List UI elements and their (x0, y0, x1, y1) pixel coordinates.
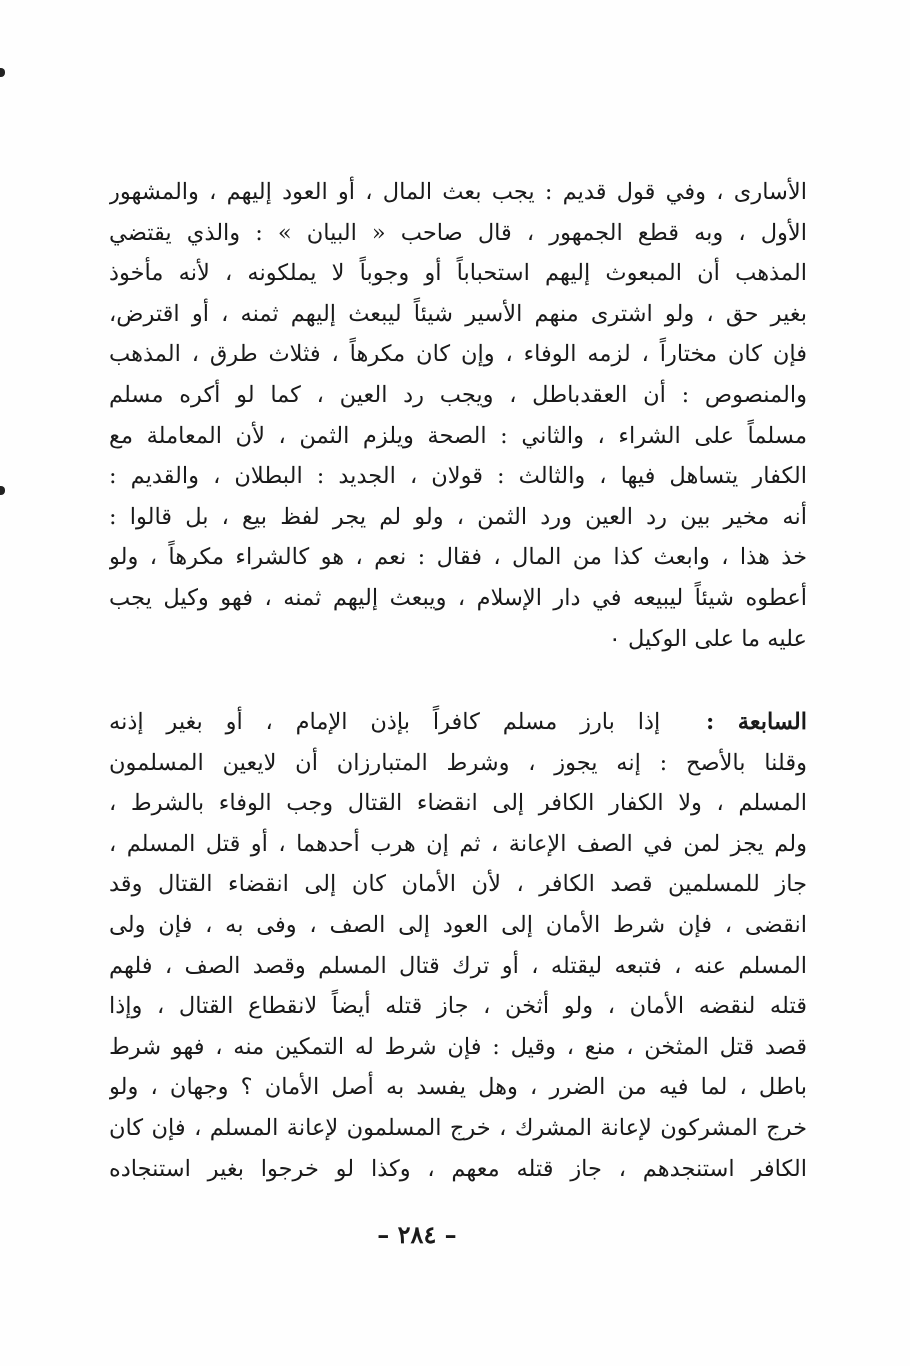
text-line (109, 702, 807, 743)
text-line: جاز للمسلمين قصد الكافر ، لأن الأمان كان إلى انقضاء القتال وقد (109, 871, 807, 898)
paragraph-captives-ransom (109, 172, 807, 659)
text-line: أنه مخير بين رد العين ورد الثمن ، ولو لم يجر لفظ بيع ، بل قالوا : (109, 503, 807, 530)
text-line: المسلم ، ولا الكفار الكافر إلى انقضاء القتال وجب الوفاء بالشرط ، (109, 790, 807, 817)
text-line: عليه ما على الوكيل ٠ (608, 625, 807, 652)
text-line: بغير حق ، ولو اشترى منهم الأسير شيئاً ليبعث إليهم ثمنه ، أو اقترض، (109, 300, 807, 327)
text-line: خذ هذا ، وابعث كذا من المال ، فقال : نعم ، هو كالشراء مكرهاً ، ولو (109, 544, 807, 571)
paragraph-seventh-issue (109, 702, 807, 1189)
text-segment: إذا بارز مسلم كافراً بإذن الإمام ، أو بغير إذنه (109, 709, 661, 735)
text-line: الكفار يتساهل فيها ، والثالث : قولان ، الجديد : البطلان ، والقديم : (109, 463, 807, 490)
text-line: الأسارى ، وفي قول قديم : يجب بعث المال ، أو العود إليهم ، والمشهور (109, 179, 807, 205)
text-line: المذهب أن المبعوث إليهم استحباباً أو وجوباً لا يملكونه ، لأنه مأخوذ (109, 260, 807, 287)
text-line: أعطوه شيئاً ليبيعه في دار الإسلام ، ويبعث إليهم ثمنه ، فهو وكيل يجب (109, 584, 807, 611)
page-number: – ٢٨٤ – (377, 1220, 457, 1249)
text-line: مسلماً على الشراء ، والثاني : الصحة ويلزم الثمن ، لأن المعاملة مع (109, 422, 807, 449)
text-line: وقلنا بالأصح : إنه يجوز ، وشرط المتبارزان أن لايعين المسلمون (109, 749, 807, 776)
text-line: والمنصوص : أن العقدباطل ، ويجب رد العين ، كما لو أكره مسلم (109, 381, 807, 408)
text-line: انقضى ، فإن شرط الأمان إلى العود إلى الصف ، وفى به ، فإن ولى (109, 911, 807, 938)
section-label: السابعة : (705, 709, 807, 735)
text-line: المسلم عنه ، فتبعه ليقتله ، أو ترك قتال المسلم وقصد الصف ، فلهم (109, 952, 807, 979)
text-line: قصد قتل المثخن ، منع ، وقيل : فإن شرط له التمكين منه ، فهو شرط (109, 1033, 807, 1060)
text-line: فإن كان مختاراً ، لزمه الوفاء ، وإن كان مكرهاً ، فثلاث طرق ، المذهب (109, 341, 807, 368)
text-line: خرج المشركون لإعانة المشرك ، خرج المسلمون لإعانة المسلم ، فإن كان (109, 1114, 807, 1141)
text-line: الأول ، وبه قطع الجمهور ، قال صاحب « البيان » : والذي يقتضي (109, 219, 807, 246)
text-line: باطل ، لما فيه من الضرر ، وهل يفسد به أصل الأمان ؟ وجهان ، ولو (109, 1074, 807, 1101)
margin-mark (0, 486, 5, 495)
text-line: الكافر استنجدهم ، جاز قتله معهم ، وكذا لو خرجوا بغير استنجاده (109, 1155, 807, 1182)
text-line: قتله لنقضه الأمان ، ولو أثخن ، جاز قتله أيضاً لانقطاع القتال ، وإذا (109, 993, 807, 1020)
text-line: ولم يجز لمن في الصف الإعانة ، ثم إن هرب أحدهما ، أو قتل المسلم ، (109, 830, 807, 857)
margin-mark (0, 68, 5, 77)
